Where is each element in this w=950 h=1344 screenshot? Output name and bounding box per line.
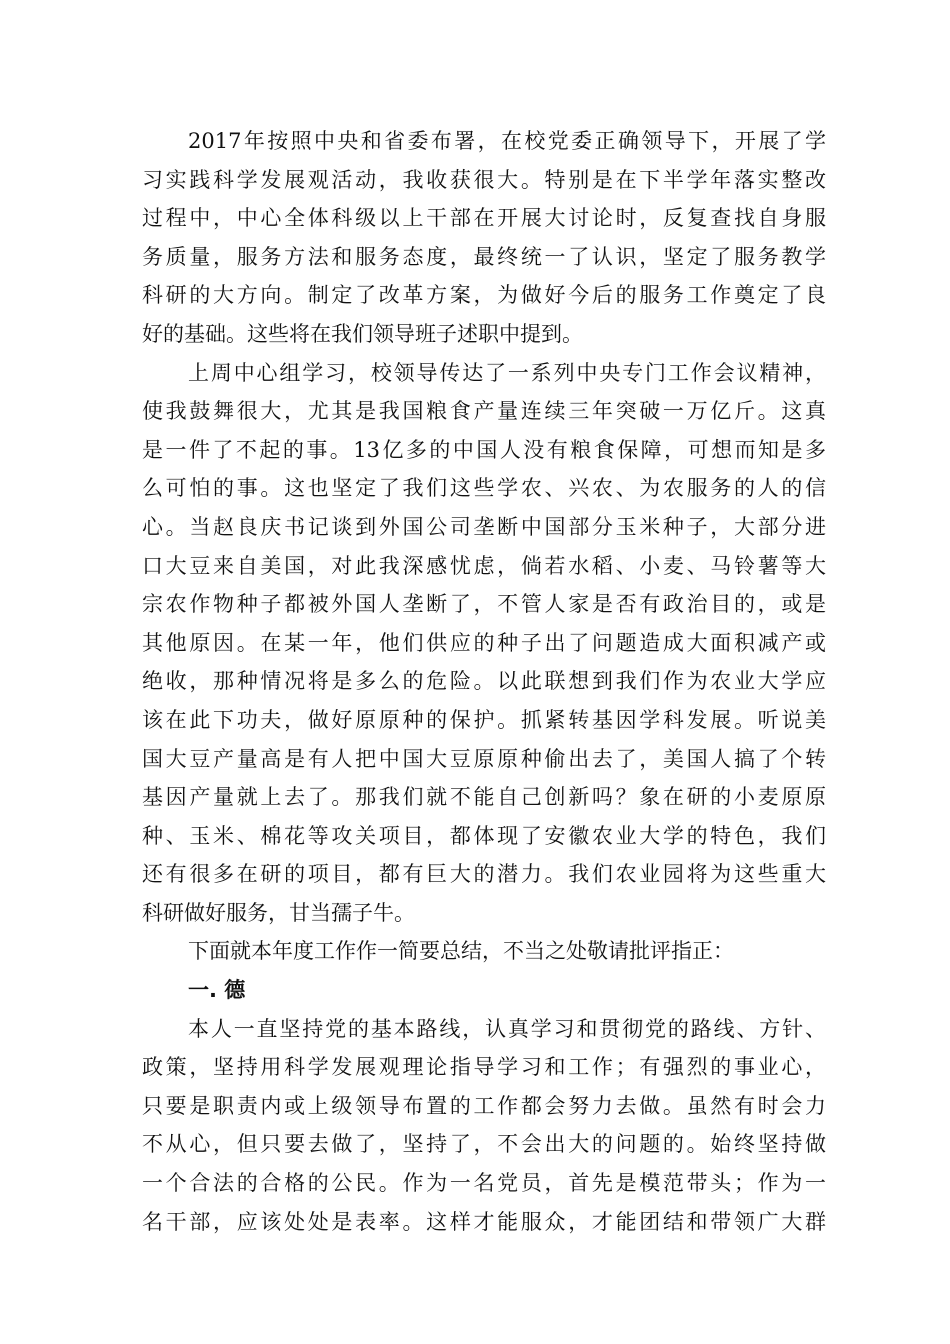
paragraph-2-line-6: 口大豆来自美国，对此我深感忧虑，倘若水稻、小麦、马铃薯等大: [142, 553, 826, 578]
paragraph-2-line-2: 使我鼓舞很大，尤其是我国粮食产量连续三年突破一万亿斤。这真: [142, 399, 826, 424]
paragraph-1-line-1: 2017年按照中央和省委布署，在校党委正确领导下，开展了学: [188, 129, 826, 153]
paragraph-3-line-1: 下面就本年度工作作一简要总结，不当之处敬请批评指正：: [188, 939, 734, 964]
paragraph-1-line-6: 好的基础。这些将在我们领导班子述职中提到。: [142, 321, 583, 346]
paragraph-1-line-3: 过程中，中心全体科级以上干部在开展大讨论时，反复查找自身服: [142, 206, 826, 231]
document-body: [142, 122, 826, 1241]
paragraph-2-line-1: 上周中心组学习，校领导传达了一系列中央专门工作会议精神，: [188, 360, 826, 385]
paragraph-2-line-12: 基因产量就上去了。那我们就不能自己创新吗？象在研的小麦原原: [142, 785, 826, 810]
paragraph-1-line-2: 习实践科学发展观活动，我收获很大。特别是在下半学年落实整改: [142, 167, 826, 192]
paragraph-1-line-5: 科研的大方向。制定了改革方案，为做好今后的服务工作奠定了良: [142, 283, 826, 308]
paragraph-4-line-2: 政策，坚持用科学发展观理论指导学习和工作；有强烈的事业心，: [142, 1055, 826, 1080]
paragraph-2-line-9: 绝收，那种情况将是多么的危险。以此联想到我们作为农业大学应: [142, 669, 826, 694]
paragraph-2-line-5: 心。当赵良庆书记谈到外国公司垄断中国部分玉米种子，大部分进: [142, 514, 826, 539]
paragraph-4-line-4: 不从心，但只要去做了，坚持了，不会出大的问题的。始终坚持做: [142, 1132, 826, 1157]
paragraph-4-line-6: 名干部，应该处处是表率。这样才能服众，才能团结和带领广大群: [142, 1209, 826, 1234]
paragraph-2-line-15: 科研做好服务，甘当孺子牛。: [142, 900, 415, 925]
paragraph-2-line-10: 该在此下功夫，做好原原种的保护。抓紧转基因学科发展。听说美: [142, 707, 826, 732]
paragraph-1-line-4: 务质量，服务方法和服务态度，最终统一了认识，坚定了服务教学: [142, 244, 826, 269]
paragraph-4-line-3: 只要是职责内或上级领导布置的工作都会努力去做。虽然有时会力: [142, 1093, 826, 1118]
paragraph-2-line-8: 其他原因。在某一年，他们供应的种子出了问题造成大面积减产或: [142, 630, 826, 655]
paragraph-2-line-3: 是一件了不起的事。13亿多的中国人没有粮食保障，可想而知是多: [142, 437, 826, 462]
section-heading-virtue: 一. 德: [188, 978, 246, 1003]
paragraph-2-line-13: 种、玉米、棉花等攻关项目，都体现了安徽农业大学的特色，我们: [142, 823, 826, 848]
paragraph-2-line-14: 还有很多在研的项目，都有巨大的潜力。我们农业园将为这些重大: [142, 862, 826, 887]
paragraph-2-line-11: 国大豆产量高是有人把中国大豆原原种偷出去了，美国人搞了个转: [142, 746, 826, 771]
paragraph-2-line-4: 么可怕的事。这也坚定了我们这些学农、兴农、为农服务的人的信: [142, 476, 826, 501]
paragraph-2-line-7: 宗农作物种子都被外国人垄断了，不管人家是否有政治目的，或是: [142, 592, 826, 617]
paragraph-4-line-5: 一个合法的合格的公民。作为一名党员，首先是模范带头；作为一: [142, 1171, 826, 1196]
paragraph-4-line-1: 本人一直坚持党的基本路线，认真学习和贯彻党的路线、方针、: [188, 1016, 826, 1041]
